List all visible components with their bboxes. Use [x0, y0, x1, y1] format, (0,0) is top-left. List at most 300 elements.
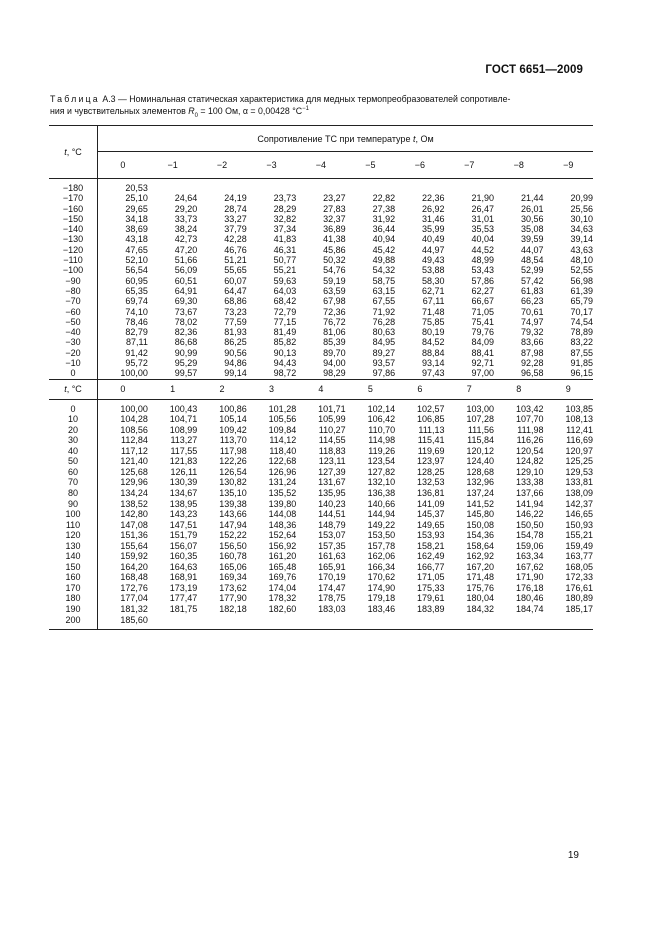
value-cell: 139,38 — [219, 498, 247, 509]
value-cell: 118,40 — [269, 445, 297, 456]
value-cell: 114,12 — [269, 435, 297, 446]
value-cell: 102,14 — [367, 403, 396, 414]
value-cell: 132,10 — [367, 477, 396, 488]
value-cell: 122,26 — [219, 456, 247, 467]
value-cell: 184,32 — [466, 604, 495, 615]
value-cell: 28,29 — [273, 203, 297, 214]
value-cell: 26,47 — [471, 203, 495, 214]
value-cell: 27,83 — [323, 203, 346, 214]
value-cell: 135,52 — [268, 488, 297, 499]
value-cell: 130,39 — [169, 477, 198, 488]
value-cell: 132,96 — [466, 477, 495, 488]
value-cell: 136,38 — [367, 488, 396, 499]
value-cell: 181,75 — [169, 604, 198, 615]
value-cell: 85,82 — [273, 337, 297, 348]
value-cell: 139,80 — [268, 498, 297, 509]
value-cell — [395, 615, 444, 626]
value-cell: 87,55 — [570, 347, 593, 358]
value-cell: 117,55 — [170, 445, 198, 456]
value-cell: 109,84 — [268, 424, 297, 435]
value-cell: 170,19 — [318, 572, 346, 583]
value-cell: 102,57 — [417, 403, 445, 414]
value-cell: 129,53 — [565, 466, 593, 477]
value-cell: 21,44 — [520, 193, 544, 204]
value-cell: 151,36 — [120, 530, 148, 541]
value-cell: 155,64 — [120, 540, 148, 551]
value-cell: 87,98 — [520, 347, 544, 358]
value-cell: 144,08 — [268, 509, 297, 520]
value-cell: 37,79 — [224, 224, 247, 235]
temperature-cell: −50 — [49, 317, 98, 327]
value-cell: 91,85 — [570, 358, 593, 369]
value-cell: 33,73 — [174, 213, 198, 224]
value-cell: 61,83 — [520, 285, 544, 296]
value-cell: 36,44 — [372, 224, 396, 235]
value-cell: 97,86 — [372, 368, 396, 379]
value-cell: 72,79 — [273, 306, 297, 317]
value-cell: 80,63 — [372, 327, 396, 338]
value-cell: 169,34 — [219, 572, 247, 583]
value-cell: 127,82 — [367, 466, 396, 477]
value-cell: 63,59 — [323, 285, 346, 296]
value-cell: 159,49 — [565, 540, 593, 551]
column-header: −5 — [346, 152, 395, 179]
value-cell: 157,78 — [367, 540, 396, 551]
value-cell: 121,83 — [169, 456, 198, 467]
value-cell: 116,69 — [566, 435, 593, 446]
temperature-cell: −20 — [49, 348, 98, 358]
value-cell: 81,93 — [224, 327, 247, 338]
value-cell: 134,24 — [120, 488, 148, 499]
value-cell: 97,43 — [422, 368, 445, 379]
value-cell: 66,67 — [471, 296, 495, 307]
value-cell: 100,00 — [120, 368, 148, 379]
value-cell: 105,14 — [219, 414, 247, 425]
value-cell: 40,49 — [422, 234, 445, 245]
temperature-cell: −150 — [49, 214, 98, 224]
value-cell: 31,92 — [372, 213, 396, 224]
temperature-cell: −170 — [49, 193, 98, 203]
value-cell: 23,73 — [273, 193, 297, 204]
value-cell: 60,51 — [174, 275, 198, 286]
value-cell — [494, 615, 543, 626]
table-row — [49, 446, 593, 457]
temperature-cell: 50 — [49, 456, 98, 467]
temperature-cell: 160 — [49, 572, 98, 583]
value-cell: 39,59 — [520, 234, 544, 245]
value-cell — [494, 183, 543, 193]
value-cell: 178,32 — [268, 593, 297, 604]
value-cell: 174,04 — [268, 582, 297, 593]
value-cell: 75,85 — [422, 316, 445, 327]
value-cell: 85,39 — [323, 337, 346, 348]
value-cell: 86,68 — [174, 337, 198, 348]
value-cell: 71,92 — [372, 306, 396, 317]
value-cell: 95,29 — [174, 358, 198, 369]
value-cell: 27,38 — [372, 203, 396, 214]
span-header: Сопротивление ТС при температуре t, Ом — [98, 126, 594, 152]
value-cell: 112,84 — [120, 435, 148, 446]
value-cell: 89,70 — [323, 347, 346, 358]
table-row — [49, 488, 593, 499]
value-cell: 141,52 — [466, 498, 495, 509]
value-cell: 163,34 — [515, 551, 544, 562]
value-cell: 175,33 — [417, 582, 445, 593]
temperature-cell: 80 — [49, 488, 98, 499]
table-row — [49, 234, 593, 244]
table-row — [49, 604, 593, 615]
value-cell: 90,99 — [174, 347, 198, 358]
value-cell: 36,89 — [323, 224, 346, 235]
value-cell: 35,99 — [422, 224, 445, 235]
value-cell: 164,63 — [169, 561, 198, 572]
value-cell: 70,61 — [520, 306, 544, 317]
value-cell: 126,54 — [219, 466, 247, 477]
value-cell: 133,81 — [565, 477, 593, 488]
value-cell: 173,19 — [169, 582, 198, 593]
column-header: −3 — [247, 152, 296, 179]
temperature-cell: 60 — [49, 467, 98, 478]
table-row — [49, 404, 593, 415]
table-row — [49, 307, 593, 317]
column-header: 5 — [346, 379, 395, 399]
value-cell: 165,06 — [219, 561, 247, 572]
value-cell: 44,07 — [520, 244, 544, 255]
temperature-cell: −180 — [49, 183, 98, 193]
value-cell: 99,14 — [224, 368, 247, 379]
value-cell: 110,70 — [368, 424, 396, 435]
value-cell: 40,94 — [372, 234, 396, 245]
value-cell: 28,74 — [224, 203, 247, 214]
value-cell: 75,41 — [471, 316, 495, 327]
value-cell: 69,30 — [174, 296, 198, 307]
column-header: 3 — [247, 379, 296, 399]
temperature-cell: −30 — [49, 337, 98, 347]
value-cell: 74,10 — [125, 306, 148, 317]
temperature-cell: 200 — [49, 615, 98, 626]
temperature-cell: 70 — [49, 477, 98, 488]
table-row — [49, 214, 593, 224]
temperature-cell: 110 — [49, 520, 98, 531]
value-cell: 26,01 — [520, 203, 544, 214]
value-cell: 167,20 — [466, 561, 495, 572]
value-cell: 83,22 — [570, 337, 593, 348]
value-cell: 177,47 — [169, 593, 198, 604]
value-cell: 76,72 — [323, 316, 346, 327]
value-cell: 39,14 — [570, 234, 593, 245]
value-cell: 122,68 — [268, 456, 297, 467]
value-cell: 128,25 — [417, 466, 445, 477]
value-cell: 119,69 — [417, 445, 445, 456]
value-cell: 77,15 — [273, 316, 297, 327]
value-cell: 145,80 — [466, 509, 495, 520]
table-row — [49, 551, 593, 562]
value-cell: 168,48 — [120, 572, 148, 583]
value-cell: 68,86 — [224, 296, 247, 307]
value-cell: 59,63 — [273, 275, 297, 286]
resistance-table — [49, 125, 593, 630]
column-header: 7 — [445, 379, 494, 399]
pos-column-header-row — [49, 379, 593, 399]
table-row — [49, 358, 593, 368]
value-cell: 77,59 — [224, 316, 247, 327]
value-cell — [296, 615, 345, 626]
value-cell: 166,77 — [417, 561, 445, 572]
value-cell — [395, 183, 444, 193]
value-cell: 180,46 — [515, 593, 544, 604]
caption-text-line1: — Номинальная статическая характеристика для медных термопреобразователей сопротивле- — [115, 94, 511, 104]
value-cell — [346, 183, 395, 193]
value-cell: 51,21 — [224, 255, 247, 266]
value-cell: 111,13 — [418, 424, 445, 435]
value-cell: 56,98 — [570, 275, 593, 286]
value-cell: 79,32 — [520, 327, 544, 338]
table-row — [49, 183, 593, 193]
table-row — [49, 530, 593, 541]
temperature-cell: −110 — [49, 255, 98, 265]
value-cell: 146,65 — [565, 509, 593, 520]
value-cell: 78,02 — [174, 316, 198, 327]
value-cell: 117,12 — [120, 445, 148, 456]
value-cell: 161,63 — [318, 551, 346, 562]
value-cell: 127,39 — [318, 466, 346, 477]
temperature-cell: −80 — [49, 286, 98, 296]
value-cell: 150,50 — [515, 519, 544, 530]
value-cell: 120,12 — [466, 445, 495, 456]
table-row — [49, 255, 593, 265]
alpha-superscript: −1 — [302, 105, 309, 112]
value-cell: 183,89 — [417, 604, 445, 615]
value-cell: 48,99 — [471, 255, 495, 266]
value-cell: 101,28 — [268, 403, 297, 414]
column-header: 0 — [98, 152, 148, 179]
r-subscript: 0 — [194, 112, 198, 119]
value-cell: 120,54 — [515, 445, 544, 456]
value-cell: 24,19 — [224, 193, 247, 204]
value-cell: 179,61 — [417, 593, 445, 604]
value-cell: 136,81 — [417, 488, 445, 499]
header-row — [49, 126, 593, 152]
value-cell: 50,32 — [323, 255, 346, 266]
value-cell: 21,90 — [471, 193, 495, 204]
temperature-cell: −100 — [49, 265, 98, 275]
value-cell: 60,95 — [125, 275, 148, 286]
value-cell — [197, 615, 246, 626]
caption-text-line2b: = 100 Ом, α = 0,00428 °C — [197, 105, 303, 116]
value-cell — [148, 615, 197, 626]
value-cell: 182,18 — [219, 604, 247, 615]
value-cell: 58,30 — [422, 275, 445, 286]
column-header: 2 — [197, 379, 246, 399]
value-cell: 131,67 — [318, 477, 346, 488]
value-cell: 34,18 — [125, 213, 148, 224]
value-cell: 37,34 — [273, 224, 297, 235]
value-cell: 131,24 — [268, 477, 297, 488]
value-cell: 180,89 — [565, 593, 593, 604]
value-cell: 100,43 — [169, 403, 198, 414]
column-header: 8 — [494, 379, 543, 399]
table-row — [49, 562, 593, 573]
value-cell: 126,11 — [170, 466, 198, 477]
value-cell: 174,47 — [318, 582, 346, 593]
value-cell: 111,56 — [467, 424, 495, 435]
value-cell: 89,27 — [372, 347, 396, 358]
table-row — [49, 414, 593, 425]
value-cell: 66,23 — [520, 296, 544, 307]
value-cell: 132,53 — [417, 477, 445, 488]
value-cell: 53,88 — [422, 265, 445, 276]
value-cell: 171,05 — [417, 572, 445, 583]
value-cell: 125,68 — [120, 466, 148, 477]
value-cell: 103,42 — [515, 403, 544, 414]
table-row — [49, 541, 593, 552]
value-cell: 47,20 — [174, 244, 198, 255]
value-cell: 163,77 — [565, 551, 593, 562]
column-header: 1 — [148, 379, 197, 399]
value-cell: 138,95 — [169, 498, 198, 509]
value-cell: 108,56 — [120, 424, 148, 435]
temperature-cell: −90 — [49, 276, 98, 286]
value-cell — [445, 615, 494, 626]
value-cell: 35,53 — [471, 224, 495, 235]
value-cell: 153,07 — [318, 530, 346, 541]
value-cell: 74,54 — [570, 316, 593, 327]
value-cell: 104,28 — [120, 414, 148, 425]
value-cell: 42,73 — [174, 234, 198, 245]
value-cell: 135,10 — [219, 488, 247, 499]
temperature-cell: −70 — [49, 296, 98, 306]
value-cell: 69,74 — [125, 296, 148, 307]
value-cell: 119,26 — [368, 445, 396, 456]
temperature-cell: 150 — [49, 562, 98, 573]
value-cell: 103,00 — [466, 403, 495, 414]
value-cell: 142,37 — [565, 498, 593, 509]
value-cell: 25,10 — [125, 193, 148, 204]
value-cell: 169,76 — [268, 572, 297, 583]
temperature-cell: 140 — [49, 551, 98, 562]
table-row — [49, 593, 593, 604]
value-cell: 152,22 — [219, 530, 247, 541]
value-cell: 159,06 — [515, 540, 544, 551]
value-cell: 161,20 — [268, 551, 297, 562]
value-cell: 181,32 — [120, 604, 148, 615]
value-cell: 29,65 — [125, 203, 148, 214]
value-cell: 147,51 — [169, 519, 198, 530]
value-cell: 185,17 — [565, 604, 593, 615]
value-cell: 115,41 — [417, 435, 445, 446]
value-cell: 106,42 — [367, 414, 396, 425]
table-row — [49, 425, 593, 436]
value-cell — [543, 183, 593, 193]
temperature-cell: −60 — [49, 307, 98, 317]
value-cell: 171,90 — [515, 572, 544, 583]
value-cell: 173,62 — [219, 582, 247, 593]
value-cell: 129,96 — [120, 477, 148, 488]
value-cell: 184,74 — [515, 604, 544, 615]
value-cell: 153,50 — [367, 530, 396, 541]
value-cell: 150,93 — [565, 519, 593, 530]
column-header: −2 — [197, 152, 246, 179]
value-cell: 78,89 — [570, 327, 593, 338]
value-cell: 44,97 — [422, 244, 445, 255]
value-cell: 158,21 — [417, 540, 445, 551]
value-cell: 63,15 — [372, 285, 396, 296]
value-cell: 153,93 — [417, 530, 445, 541]
value-cell: 59,19 — [323, 275, 346, 286]
value-cell: 97,00 — [471, 368, 495, 379]
temperature-cell: 20 — [49, 425, 98, 436]
spacer-cell — [49, 625, 98, 630]
value-cell: 84,52 — [422, 337, 445, 348]
value-cell: 64,47 — [224, 285, 247, 296]
t-header-text: t, °C — [64, 384, 82, 395]
value-cell: 142,80 — [120, 509, 148, 520]
value-cell: 171,48 — [466, 572, 495, 583]
value-cell: 103,85 — [565, 403, 593, 414]
value-cell — [197, 183, 246, 193]
value-cell: 82,79 — [125, 327, 148, 338]
value-cell: 45,42 — [372, 244, 396, 255]
value-cell: 148,79 — [318, 519, 346, 530]
value-cell: 154,78 — [515, 530, 544, 541]
value-cell: 88,41 — [471, 347, 495, 358]
table-row — [49, 435, 593, 446]
value-cell: 143,66 — [219, 509, 247, 520]
value-cell: 72,36 — [323, 306, 346, 317]
value-cell: 183,46 — [367, 604, 396, 615]
temperature-cell: 120 — [49, 530, 98, 541]
value-cell: 114,98 — [368, 435, 396, 446]
value-cell: 32,82 — [273, 213, 297, 224]
column-header: −4 — [296, 152, 345, 179]
value-cell: 100,00 — [120, 403, 148, 414]
value-cell: 45,86 — [323, 244, 346, 255]
temperature-cell: 180 — [49, 593, 98, 604]
column-header: 4 — [296, 379, 345, 399]
value-cell: 123,97 — [417, 456, 445, 467]
value-cell: 114,55 — [318, 435, 346, 446]
value-cell: 33,27 — [224, 213, 247, 224]
temperature-cell: −10 — [49, 358, 98, 368]
table-row — [49, 368, 593, 379]
value-cell — [148, 183, 197, 193]
value-cell: 121,40 — [120, 456, 148, 467]
value-cell: 130,82 — [219, 477, 247, 488]
temperature-cell: 130 — [49, 541, 98, 552]
value-cell: 51,66 — [174, 255, 198, 266]
value-cell: 115,84 — [467, 435, 495, 446]
value-cell: 123,54 — [367, 456, 396, 467]
value-cell: 118,83 — [318, 445, 346, 456]
value-cell: 42,28 — [224, 234, 247, 245]
value-cell: 106,85 — [417, 414, 445, 425]
value-cell — [445, 183, 494, 193]
value-cell: 46,76 — [224, 244, 247, 255]
table-row — [49, 520, 593, 531]
value-cell: 57,42 — [520, 275, 544, 286]
column-header: 0 — [98, 379, 148, 399]
value-cell: 29,20 — [174, 203, 198, 214]
temperature-cell: −40 — [49, 327, 98, 337]
value-cell: 160,78 — [219, 551, 247, 562]
value-cell: 157,35 — [318, 540, 346, 551]
value-cell: 155,21 — [565, 530, 593, 541]
value-cell: 105,56 — [268, 414, 297, 425]
value-cell: 93,57 — [372, 358, 396, 369]
table-row — [49, 615, 593, 626]
value-cell: 101,71 — [318, 403, 346, 414]
value-cell: 108,13 — [565, 414, 593, 425]
